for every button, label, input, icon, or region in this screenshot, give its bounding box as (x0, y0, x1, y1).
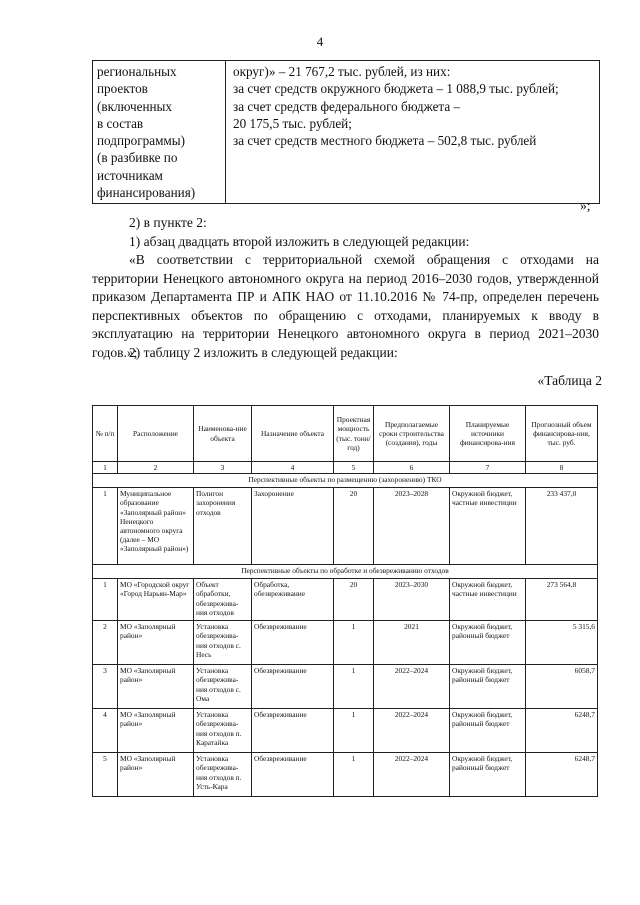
column-number: 4 (252, 462, 334, 474)
column-header: № п/п (93, 406, 118, 462)
cell-location: МО «Заполярный район» (118, 709, 194, 753)
section-row (93, 565, 598, 579)
cell-source: Окружной бюджет, районный бюджет (450, 753, 526, 797)
facilities-table (92, 405, 598, 797)
column-number-row (93, 462, 598, 474)
table-row (93, 621, 598, 665)
column-header: Прогнозный объем финансирова-ния, тыс. руб. (526, 406, 598, 462)
table-row (93, 579, 598, 621)
section-title: Перспективные объекты по обработке и обезвреживанию отходов (93, 565, 598, 579)
cell-capacity: 1 (334, 621, 374, 665)
funding-value-line: 20 175,5 тыс. рублей; (233, 115, 352, 131)
cell-capacity: 20 (334, 488, 374, 565)
cell-location: МО «Городской округ «Город Нарьян-Мар» (118, 579, 194, 621)
cell-capacity: 1 (334, 709, 374, 753)
table-row (93, 488, 598, 565)
cell-number: 4 (93, 709, 118, 753)
column-number: 1 (93, 462, 118, 474)
cell-purpose: Обезвреживание (252, 709, 334, 753)
column-header: Наименова-ние объекта (194, 406, 252, 462)
paragraph-subitem-2: 2) таблицу 2 изложить в следующей редакции: (129, 345, 398, 360)
cell-amount: 273 564,8 (526, 579, 598, 621)
cell-object: Установка обезврежива-ния отходов с. Ома (194, 665, 252, 709)
cell-period: 2022–2024 (374, 709, 450, 753)
cell-purpose: Обработка, обезвреживание (252, 579, 334, 621)
paragraph-item-2: 2) в пункте 2: (129, 215, 207, 230)
cell-amount: 5 315,6 (526, 621, 598, 665)
table-row (93, 665, 598, 709)
cell-number: 1 (93, 579, 118, 621)
cell-period: 2023–2028 (374, 488, 450, 565)
funding-value-line: за счет средств федерального бюджета – (233, 98, 461, 114)
funding-label-line: подпрограммы) (97, 133, 186, 149)
section-title: Перспективные объекты по размещению (захоронению) ТКО (93, 474, 598, 488)
column-header: Назначение объекта (252, 406, 334, 462)
table-label: «Таблица 2 (537, 373, 602, 388)
funding-label-line: (в разбивке по (97, 150, 178, 166)
cell-purpose: Обезвреживание (252, 753, 334, 797)
cell-source: Окружной бюджет, частные инвестиции (450, 579, 526, 621)
cell-amount: 233 437,0 (526, 488, 598, 565)
cell-source: Окружной бюджет, районный бюджет (450, 709, 526, 753)
column-number: 8 (526, 462, 598, 474)
cell-amount: 6248,7 (526, 709, 598, 753)
funding-value-line: за счет средств окружного бюджета – 1 088,9 тыс. рублей; (233, 81, 559, 97)
column-header: Расположение (118, 406, 194, 462)
section-row (93, 474, 598, 488)
cell-period: 2022–2024 (374, 665, 450, 709)
paragraph-new-text: «В соответствии с территориальной схемой обращения с отходами на территории Ненецкого автономного округа на период 2016–2030 годов, утвержденной приказом Департамента ПР и АПК НАО от 11.10.2016 № 74-пр, определен перечень перспективных объектов по обращению с отходами, планируемых к вводу в эксплуатацию на территории Ненецкого автономного округа в период 2021–2030 годов.»; (92, 252, 599, 360)
funding-label-line: в состав (97, 115, 144, 131)
funding-label-line: финансирования) (97, 185, 196, 201)
table-header-row (93, 406, 598, 462)
cell-object: Установка обезврежива-ния отходов п. Усть-Кара (194, 753, 252, 797)
funding-label-line: (включенных (97, 98, 173, 114)
cell-capacity: 20 (334, 579, 374, 621)
cell-period: 2021 (374, 621, 450, 665)
cell-purpose: Обезвреживание (252, 665, 334, 709)
table-row (93, 709, 598, 753)
column-header: Планируемые источники финансирова-ния (450, 406, 526, 462)
cell-source: Окружной бюджет, частные инвестиции (450, 488, 526, 565)
cell-object: Установка обезврежива-ния отходов с. Несь (194, 621, 252, 665)
column-number: 3 (194, 462, 252, 474)
table-row (93, 753, 598, 797)
funding-label-line: региональных (97, 64, 177, 79)
cell-capacity: 1 (334, 665, 374, 709)
cell-location: МО «Заполярный район» (118, 753, 194, 797)
column-header: Предполагаемые сроки строительства (создания), годы (374, 406, 450, 462)
cell-object: Полигон захоронения отходов (194, 488, 252, 565)
paragraph-subitem-1: 1) абзац двадцать второй изложить в следующей редакции: (129, 234, 470, 249)
cell-number: 2 (93, 621, 118, 665)
cell-period: 2022–2024 (374, 753, 450, 797)
cell-capacity: 1 (334, 753, 374, 797)
column-header: Проектная мощность (тыс. тонн/год) (334, 406, 374, 462)
column-number: 7 (450, 462, 526, 474)
funding-value-line: округ)» – 21 767,2 тыс. рублей, из них: (233, 64, 451, 79)
page-number: 4 (316, 34, 324, 49)
cell-number: 5 (93, 753, 118, 797)
cell-number: 3 (93, 665, 118, 709)
funding-value-line: за счет средств местного бюджета – 502,8 тыс. рублей (233, 133, 537, 149)
column-number: 2 (118, 462, 194, 474)
program-funding-table (92, 60, 600, 204)
cell-source: Окружной бюджет, районный бюджет (450, 665, 526, 709)
cell-purpose: Обезвреживание (252, 621, 334, 665)
funding-label-line: проектов (97, 81, 148, 97)
column-number: 6 (374, 462, 450, 474)
closing-quote: »; (580, 198, 591, 213)
cell-amount: 6248,7 (526, 753, 598, 797)
cell-number: 1 (93, 488, 118, 565)
cell-location: МО «Заполярный район» (118, 621, 194, 665)
funding-label-line: источникам (97, 167, 163, 183)
cell-object: Установка обезврежива-ния отходов п. Каратайка (194, 709, 252, 753)
cell-location: Муниципальное образование «Заполярный район» Ненецкого автономного округа (далее – МО «Заполярный район») (118, 488, 194, 565)
cell-location: МО «Заполярный район» (118, 665, 194, 709)
cell-amount: 6058,7 (526, 665, 598, 709)
cell-period: 2023–2030 (374, 579, 450, 621)
cell-object: Объект обработки, обезврежива-ния отходов (194, 579, 252, 621)
cell-source: Окружной бюджет, районный бюджет (450, 621, 526, 665)
cell-purpose: Захоронение (252, 488, 334, 565)
funding-label-cell (93, 61, 226, 204)
funding-values-cell (226, 61, 600, 204)
column-number: 5 (334, 462, 374, 474)
